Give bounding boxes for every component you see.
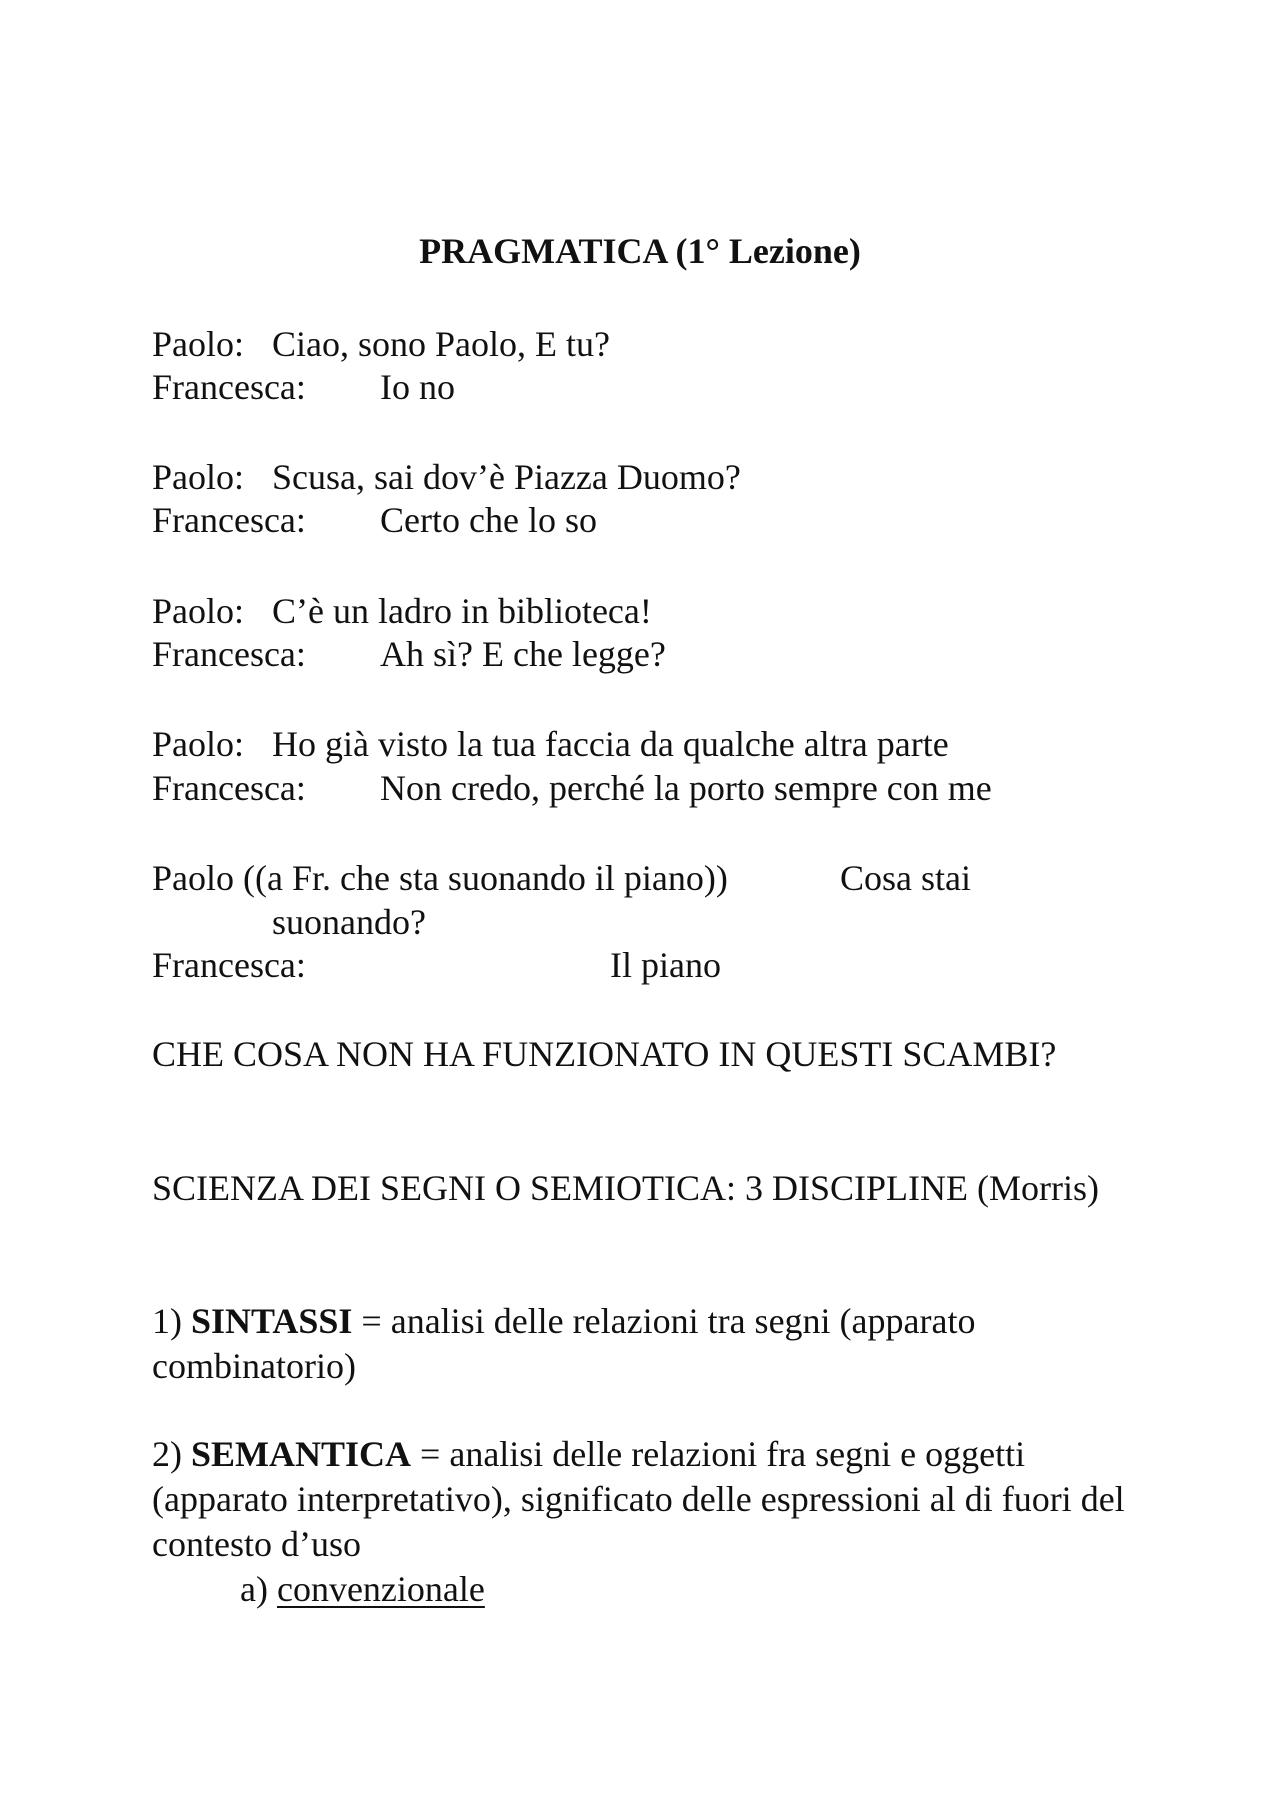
semiotics-paragraph: SCIENZA DEI SEGNI O SEMIOTICA: 3 DISCIPLINE (Morris)	[152, 1168, 1099, 1208]
utterance-text: suonando?	[272, 902, 426, 942]
speaker-label: Paolo:	[152, 457, 245, 497]
utterance-text: C’è un ladro in biblioteca!	[272, 591, 652, 631]
speaker-label: Francesca:	[152, 768, 306, 808]
utterance-text: Ah sì? E che legge?	[380, 634, 666, 674]
subitem-label: a)	[240, 1569, 268, 1609]
dialogue-4-francesca-line	[152, 765, 992, 811]
dialogue-2-paolo-line	[152, 454, 741, 500]
utterance-text: Ho già visto la tua faccia da qualche altra parte	[272, 724, 949, 764]
speaker-label: Paolo:	[152, 591, 245, 631]
speaker-label: Francesca:	[152, 945, 306, 985]
item-1-sintassi	[152, 1299, 1132, 1389]
question-paragraph: CHE COSA NON HA FUNZIONATO IN QUESTI SCAMBI?	[152, 1034, 1057, 1074]
utterance-text: Non credo, perché la porto sempre con me	[380, 768, 992, 808]
utterance-text: Certo che lo so	[380, 500, 597, 540]
speaker-label: Paolo ((a Fr. che sta suonando il piano))	[152, 858, 728, 898]
utterance-text: Ciao, sono Paolo, E tu?	[272, 324, 610, 364]
utterance-text: Il piano	[610, 945, 721, 985]
dialogue-1-francesca-line	[152, 364, 455, 410]
speaker-label: Paolo:	[152, 324, 245, 364]
dialogue-5-paolo-continuation	[272, 899, 426, 945]
item-number: 1)	[152, 1301, 182, 1341]
item-definition: = analisi delle relazioni fra segni e oggetti (apparato interpretativo), significato delle espressioni al di fuori del contesto d’uso	[152, 1434, 1125, 1564]
utterance-text: Cosa stai	[840, 858, 971, 898]
dialogue-1-paolo-line	[152, 321, 610, 367]
item-term: SEMANTICA	[191, 1434, 412, 1474]
page-title: PRAGMATICA (1° Lezione)	[419, 231, 861, 271]
speaker-label: Francesca:	[152, 634, 306, 674]
dialogue-5-paolo-line	[152, 855, 971, 901]
dialogue-3-francesca-line	[152, 631, 666, 677]
item-number: 2)	[152, 1434, 182, 1474]
dialogue-3-paolo-line	[152, 588, 652, 634]
dialogue-4-paolo-line	[152, 721, 949, 767]
item-2-semantica	[152, 1432, 1132, 1567]
subitem-a	[240, 1566, 485, 1612]
dialogue-2-francesca-line	[152, 497, 597, 543]
speaker-label: Francesca:	[152, 367, 306, 407]
speaker-label: Francesca:	[152, 500, 306, 540]
utterance-text: Scusa, sai dov’è Piazza Duomo?	[272, 457, 741, 497]
dialogue-5-francesca-line	[152, 942, 721, 988]
item-term: SINTASSI	[191, 1301, 353, 1341]
item-definition: = analisi delle relazioni tra segni (apparato combinatorio)	[152, 1301, 976, 1386]
utterance-text: Io no	[380, 367, 455, 407]
subitem-text: convenzionale	[276, 1569, 485, 1609]
speaker-label: Paolo:	[152, 724, 245, 764]
